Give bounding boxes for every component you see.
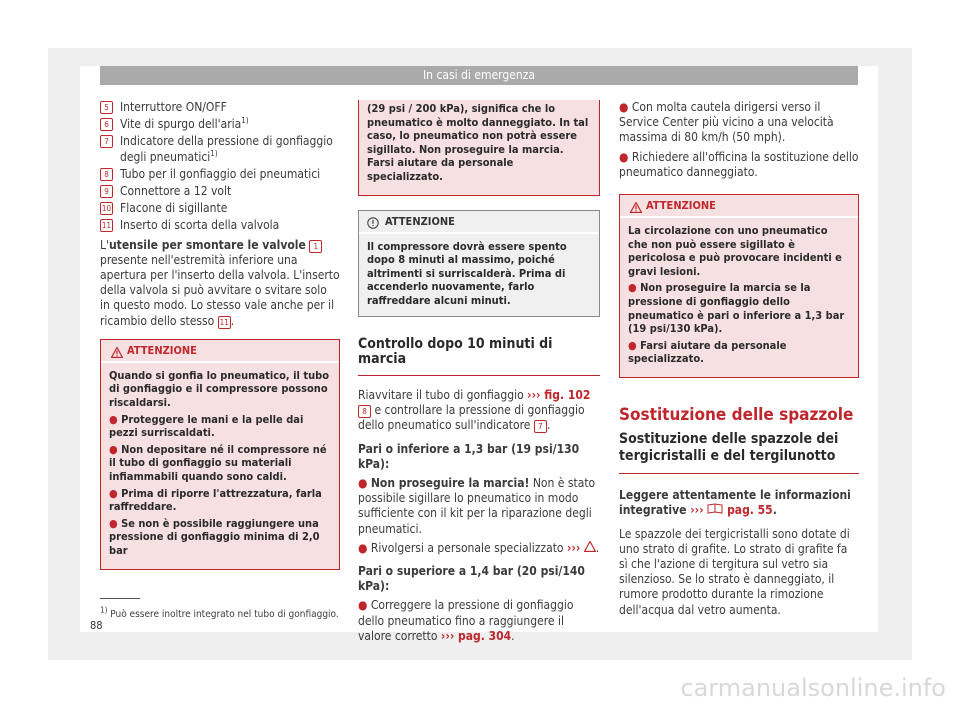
page-link[interactable]: pag. 55 xyxy=(727,503,773,518)
page-number: 88 xyxy=(90,619,103,632)
legend-list xyxy=(100,100,340,234)
legend-text: Vite di spurgo dell'aria$^{1)}$ xyxy=(120,116,249,132)
ref-badge: 1 xyxy=(309,240,322,253)
ref-badge: 6 xyxy=(100,118,113,131)
footnote-divider xyxy=(100,598,140,599)
warning-box xyxy=(100,339,340,570)
warning-item: ● Se non è possibile raggiungere una pressione di gonfiaggio minima di 2,0 bar xyxy=(109,516,320,557)
instructions-list xyxy=(619,100,859,180)
ref-badge: 8 xyxy=(100,168,113,181)
legend-text: Connettore a 12 volt xyxy=(120,184,232,199)
legend-text: Tubo per il gonfiaggio dei pneumatici xyxy=(120,166,321,181)
warning-items xyxy=(109,413,331,558)
warning-header xyxy=(101,340,339,361)
section-header: In casi di emergenza xyxy=(100,66,858,85)
ref-badge: 11 xyxy=(219,317,229,327)
column-middle xyxy=(358,100,600,648)
legend-item xyxy=(104,116,340,132)
warning-continued xyxy=(358,100,600,196)
instruction-item: ● Con molta cautela dirigersi verso il Service Center più vicino a una velocità massima di 80 km/h (50 mph). xyxy=(619,100,834,145)
legend-item xyxy=(101,218,340,233)
low-pressure-heading: Pari o inferiore a 1,3 bar (19 psi/130 kPa): xyxy=(358,441,580,471)
ref-badge: 5 xyxy=(100,101,113,114)
caution-title: ATTENZIONE xyxy=(385,214,455,228)
warning-header xyxy=(620,195,858,216)
warning-triangle-icon xyxy=(584,541,596,555)
warning-body xyxy=(620,216,858,377)
warning-item: ● Farsi aiutare da personale specializzato. xyxy=(628,338,787,366)
book-icon xyxy=(707,503,723,517)
caution-box xyxy=(358,210,600,317)
section-heading: Controllo dopo 10 minuti di marcia xyxy=(358,337,600,376)
column-left xyxy=(100,100,340,570)
watermark: carmanualsonline.info xyxy=(680,674,946,702)
ref-badge: 9 xyxy=(100,185,113,198)
valve-tool-paragraph: L'utensile per smontare le valvole 1 presente nell'estremità inferiore una apertura per l'inserto della valvola. L'inserto della valvola si può avvitare o svitare solo in questo modo. Lo stesso vale anche per il ricambio dello stesso 11 . xyxy=(100,237,340,328)
warning-box xyxy=(619,194,859,378)
warning-title: ATTENZIONE xyxy=(127,343,197,357)
legend-item xyxy=(104,100,340,115)
chapter-heading: Sostituzione delle spazzole xyxy=(619,404,854,425)
warning-link[interactable]: ››› xyxy=(566,540,581,555)
legend-text: Interruttore ON/OFF xyxy=(120,100,227,114)
footnote: $^{1)}$ Può essere inoltre integrato nel tubo di gonfiaggio. xyxy=(100,605,339,620)
legend-item xyxy=(104,134,340,164)
read-link[interactable]: ››› xyxy=(690,503,704,518)
legend-item xyxy=(101,201,340,216)
high-pressure-item-1: ● Correggere la pressione di gonfiaggio dello pneumatico fino a raggiungere il valore corretto ››› pag. 304. xyxy=(358,598,574,643)
warning-intro: La circolazione con uno pneumatico che non può essere sigillato è pericolosa e può provocare incidenti e gravi lesioni. xyxy=(628,224,842,278)
legend-text: Flacone di sigillante xyxy=(120,201,228,216)
warning-items xyxy=(628,281,850,366)
ref-badge: 10 xyxy=(101,204,112,214)
legend-item xyxy=(104,184,340,199)
check-paragraph: Riavvitare il tubo di gonfiaggio ››› fig. 102 8 e controllare la pressione di gonfiaggio dello pneumatico sull'indicatore 7 . xyxy=(358,387,591,433)
caution-body: Il compressore dovrà essere spento dopo 8 minuti al massimo, poiché altrimenti si surriscalderà. Prima di accenderlo nuovamente, farlo raffreddare alcuni minuti. xyxy=(359,232,599,316)
warning-item: ● Proteggere le mani e la pelle dai pezzi surriscaldati. xyxy=(109,412,304,440)
warning-triangle-icon xyxy=(630,199,642,220)
info-circle-icon xyxy=(367,215,379,236)
ref-badge: 8 xyxy=(358,405,371,418)
legend-item xyxy=(104,166,340,182)
high-pressure-heading: Pari o superiore a 1,4 bar (20 psi/140 kPa): xyxy=(358,563,585,594)
warning-continued-text: (29 psi / 200 kPa), significa che lo pneumatico è molto danneggiato. In tal caso, lo pneumatico non potrà essere sigillato. Non proseguire la marcia. Farsi aiutare da personale specializzato. xyxy=(367,102,589,183)
legend-text: Inserto di scorta della valvola xyxy=(120,218,280,233)
ref-badge: 7 xyxy=(100,135,113,148)
body-paragraph: Le spazzole dei tergicristalli sono dotate di uno strato di grafite. Lo strato di grafite fa sì che l'azione di tergitura sul vetro sia silenzioso. Se lo strato è danneggiato, il rumore prodotto durante la rimozione dell'acqua dal vetro aumenta. xyxy=(619,526,850,617)
warning-body xyxy=(101,361,339,569)
instruction-item: ● Richiedere all'officina la sostituzione dello pneumatico danneggiato. xyxy=(619,149,859,179)
read-info-paragraph: Leggere attentamente le informazioni integrative ››› pag. 55. xyxy=(619,488,851,518)
low-pressure-item-2: ● Rivolgersi a personale specializzato ››› . xyxy=(358,540,600,555)
legend-text: Indicatore della pressione di gonfiaggio degli pneumatici$^{1)}$ xyxy=(120,134,333,164)
ref-badge: 7 xyxy=(534,420,547,433)
column-right xyxy=(619,100,859,622)
warning-item: ● Non proseguire la marcia se la pressione di gonfiaggio dello pneumatico è pari o inferiore a 1,3 bar (19 psi/130 kPa). xyxy=(628,281,845,336)
warning-item: ● Prima di riporre l'attrezzatura, farla raffreddare. xyxy=(109,486,322,514)
subsection-heading: Sostituzione delle spazzole dei tergicristalli e del tergilunotto xyxy=(619,431,859,474)
page-link[interactable]: ››› pag. 304 xyxy=(440,628,512,643)
warning-triangle-icon xyxy=(111,344,123,365)
warning-title: ATTENZIONE xyxy=(646,199,716,213)
warning-item: ● Non depositare né il compressore né il tubo di gonfiaggio su materiali infiammabili quando sono caldi. xyxy=(109,442,327,483)
warning-intro: Quando si gonfia lo pneumatico, il tubo di gonfiaggio e il compressore possono riscaldarsi. xyxy=(109,368,330,410)
low-pressure-item-1: ● Non proseguire la marcia! Non è stato possibile sigillare lo pneumatico in modo sufficiente con il kit per la riparazione degli pneumatici. xyxy=(358,475,596,536)
figure-link[interactable]: ››› fig. 102 xyxy=(527,387,591,402)
ref-badge: 11 xyxy=(101,221,112,231)
caution-header xyxy=(359,211,599,232)
valve-tool-bold: utensile per smontare le valvole xyxy=(108,237,306,252)
